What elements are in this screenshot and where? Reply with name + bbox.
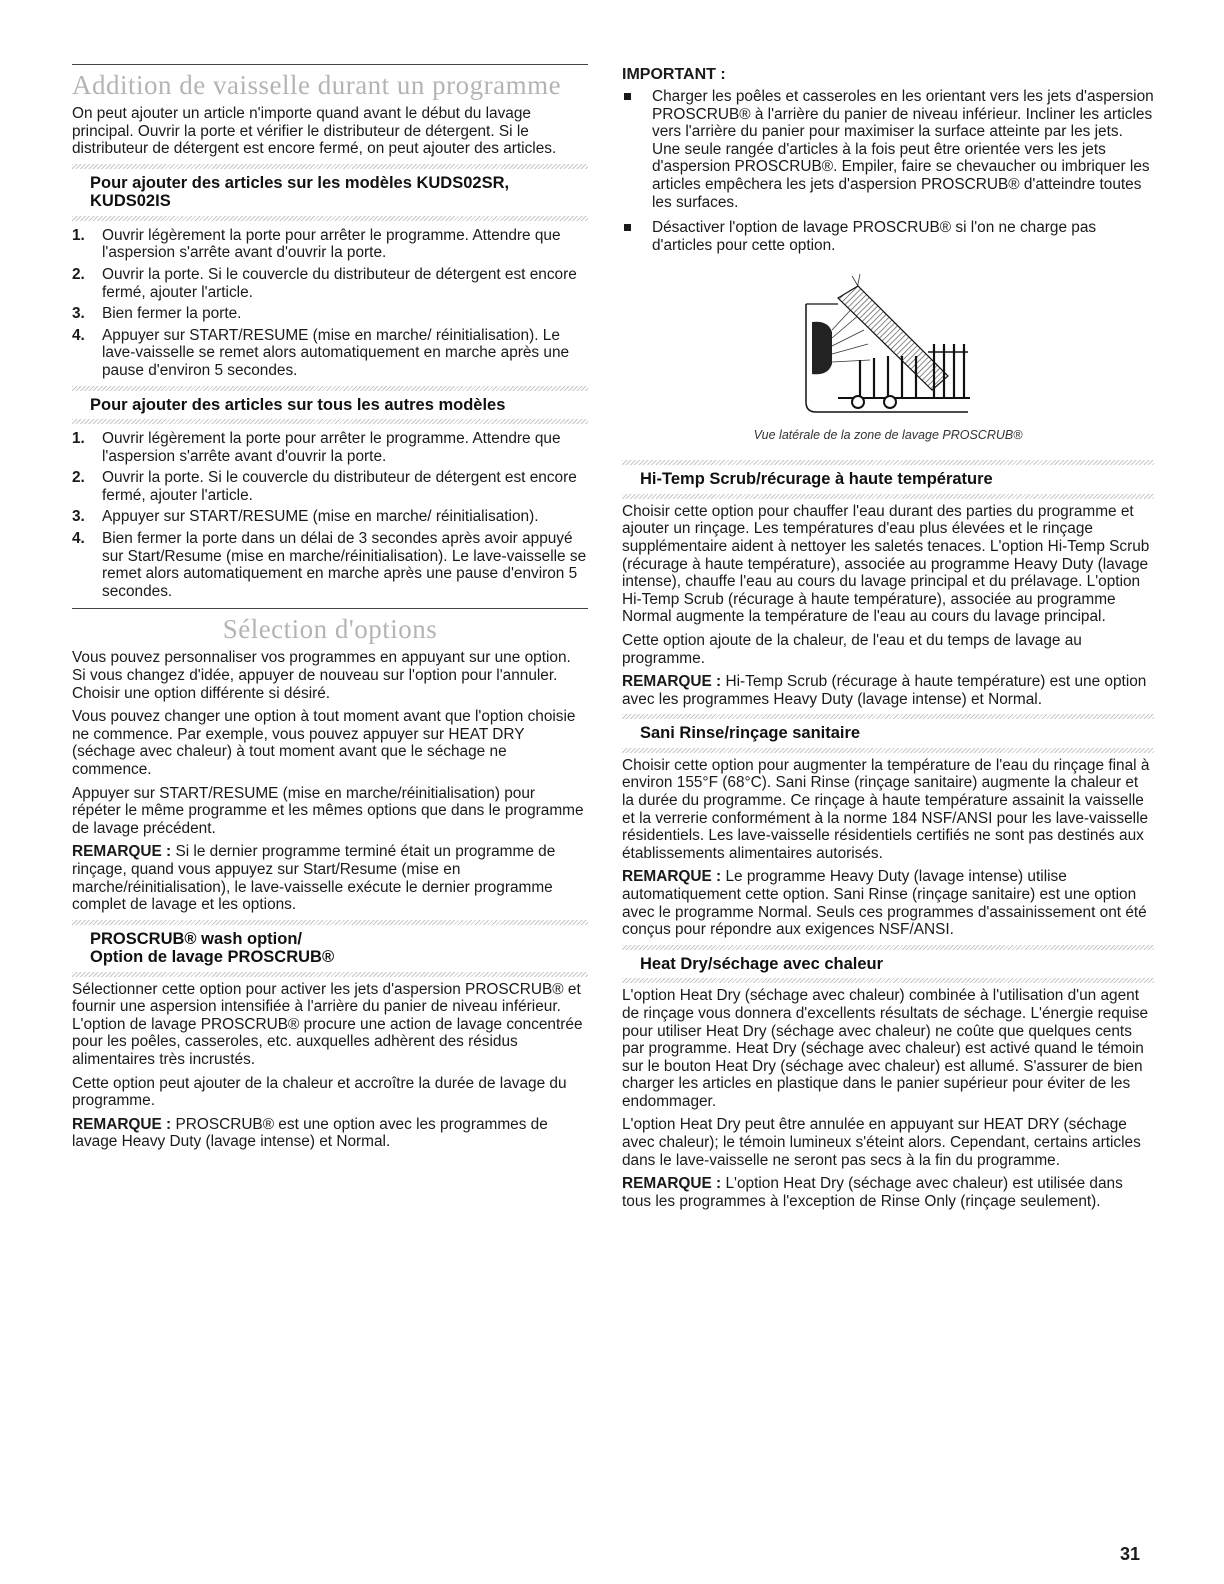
subsection-proscrub [72, 920, 588, 977]
proscrub-paragraph-1: Sélectionner cette option pour activer les jets d'aspersion PROSCRUB® et fournir une aspersion intensifiée à l'arrière du panier de niveau inférieur. L'option de lavage PROSCRUB® procure une action de lavage concentrée pour les poêles, casseroles, etc. auxquelles adhèrent des résidus alimentaires très incrustés. [72, 980, 583, 1069]
list-item: 4. Appuyer sur START/RESUME (mise en marche/ réinitialisation). Le lave-vaisselle se remet alors automatiquement en marche après une pause d'environ 5 secondes. [72, 326, 570, 379]
subsection-sani [622, 714, 1154, 753]
addition-intro: On peut ajouter un article n'importe quand avant le début du lavage principal. Ouvrir la porte et vérifier le distributeur de détergent. Si le distributeur de détergent est encore fermé, on peut ajouter des articles. [72, 105, 557, 158]
heatdry-paragraph-1: L'option Heat Dry (séchage avec chaleur) combinée à l'utilisation d'un agent de rinçage vous donnera d'excellents résultats de séchage. L'énergie requise pour utiliser Heat Dry (séchage avec chaleur) ne coûte que quelques cents par programme. Heat Dry (séchage avec chaleur) est activé quand le témoin sur le bouton Heat Dry (séchage avec chaleur) est allumé. S'assurer de bien charger les articles en plastique dans le panier supérieur pour éviter de les endommager. [622, 987, 1149, 1110]
proscrub-heading-line1: PROSCRUB® wash option/ [90, 929, 302, 948]
heatdry-note: REMARQUE : L'option Heat Dry (séchage avec chaleur) est utilisée dans tous les programmes à l'exception de Rinse Only (rinçage seulement). [622, 1175, 1123, 1210]
options-note: REMARQUE : Si le dernier programme terminé était un programme de rinçage, quand vous appuyez sur Start/Resume (mise en marche/réinitialisation), le lave-vaisselle exécute le dernier programme complet de lavage et les options. [72, 843, 556, 914]
list-item: Charger les poêles et casseroles en les orientant vers les jets d'aspersion PROSCRUB® à l'arrière du panier de niveau inférieur. Incliner les articles vers l'arrière du panier pour maximiser la surface atteinte par les jets. Une seule rangée d'articles à la fois peut être orientée vers les jets d'aspersion PROSCRUB®. Empiler, faire se chevaucher ou imbriquer les articles empêchera les jets d'aspersion PROSCRUB® d'atteindre toutes les surfaces. [622, 88, 1154, 211]
hatch-divider [622, 748, 1154, 753]
list-item: 4. Bien fermer la porte dans un délai de 3 secondes après avoir appuyé sur Start/Resume (mise en marche/réinitialisation). Le lave-vaisselle se remet alors automatiquement en marche après une pause d'environ 5 secondes. [72, 530, 587, 600]
hatch-divider [72, 386, 588, 391]
subsection-hitemp [622, 460, 1154, 499]
hatch-divider [622, 978, 1154, 983]
list-item: 2. Ouvrir la porte. Si le couvercle du distributeur de détergent est encore fermé, ajouter l'article. [72, 265, 577, 301]
hitemp-paragraph-2: Cette option ajoute de la chaleur, de l'eau et du temps de lavage au programme. [622, 632, 1082, 667]
hatch-divider [72, 164, 588, 169]
proscrub-note: REMARQUE : PROSCRUB® est une option avec les programmes de lavage Heavy Duty (lavage intense) et Normal. [72, 1115, 548, 1151]
hatch-divider [622, 945, 1154, 950]
steps-other-models [72, 430, 588, 600]
proscrub-paragraph-2: Cette option peut ajouter de la chaleur et accroître la durée de lavage du programme. [72, 1074, 567, 1110]
subsection-heading-other-models: Pour ajouter des articles sur tous les autres modèles [90, 395, 506, 414]
hatch-divider [72, 972, 588, 977]
options-paragraph-3: Appuyer sur START/RESUME (mise en marche/réinitialisation) pour répéter le même programme et les mêmes options que dans le programme de lavage précédent. [72, 784, 584, 837]
hitemp-note: REMARQUE : Hi-Temp Scrub (récurage à haute température) est une option avec les programmes Heavy Duty (lavage intense) et Normal. [622, 673, 1147, 708]
proscrub-heading-line2: Option de lavage PROSCRUB® [90, 948, 335, 967]
subsection-other-models [72, 386, 588, 425]
proscrub-side-view-illustration [798, 272, 978, 422]
sani-note: REMARQUE : Le programme Heavy Duty (lavage intense) utilise automatiquement cette option. Sani Rinse (rinçage sanitaire) est une option avec le programme Normal. Seuls ces programmes d'assainissement ont été conçus pour répondre aux exigences NSF/ANSI. [622, 868, 1147, 939]
list-item: 3. Bien fermer la porte. [72, 305, 242, 323]
square-bullet-icon [624, 224, 631, 231]
hitemp-heading: Hi-Temp Scrub/récurage à haute température [640, 470, 993, 489]
hatch-divider [622, 460, 1154, 465]
section-rule [72, 608, 588, 609]
sani-heading: Sani Rinse/rinçage sanitaire [640, 724, 861, 743]
options-paragraph-1: Vous pouvez personnaliser vos programmes en appuyant sur une option. Si vous changez d'idée, appuyer de nouveau sur l'option pour l'annuler. Choisir une option différente si désiré. [72, 649, 571, 702]
subsection-kuds02 [72, 164, 588, 221]
left-column [72, 64, 588, 1157]
hatch-divider [622, 494, 1154, 499]
list-item: Désactiver l'option de lavage PROSCRUB® si l'on ne charge pas d'articles pour cette option. [622, 219, 1154, 254]
list-item: 1. Ouvrir légèrement la porte pour arrêter le programme. Attendre que l'aspersion s'arrête avant d'ouvrir la porte. [72, 430, 561, 465]
list-item: 1. Ouvrir légèrement la porte pour arrêter le programme. Attendre que l'aspersion s'arrête avant d'ouvrir la porte. [72, 226, 561, 262]
subsection-heading-kuds02: Pour ajouter des articles sur les modèles KUDS02SR, KUDS02IS [90, 173, 510, 211]
important-label: IMPORTANT : [622, 66, 726, 83]
hatch-divider [622, 714, 1154, 719]
page-number: 31 [1120, 1544, 1141, 1564]
subsection-heatdry [622, 945, 1154, 984]
steps-kuds02 [72, 227, 588, 380]
section-rule [72, 64, 588, 65]
heatdry-paragraph-2: L'option Heat Dry peut être annulée en appuyant sur HEAT DRY (séchage avec chaleur); le témoin lumineux s'éteint alors. Cependant, certains articles dans le lave-vaisselle ne seront pas secs à la fin du programme. [622, 1116, 1141, 1169]
heatdry-heading: Heat Dry/séchage avec chaleur [640, 954, 884, 973]
list-item: 2. Ouvrir la porte. Si le couvercle du distributeur de détergent est encore fermé, ajouter l'article. [72, 469, 577, 504]
sani-paragraph-1: Choisir cette option pour augmenter la température de l'eau du rinçage final à environ 155°F (68°C). Sani Rinse (rinçage sanitaire) augmente la chaleur et la durée du programme. Ce rinçage à haute température assainit la vaisselle et la verrerie conformément à la norme 184 NSF/ANSI pour les lave-vaisselle résidentiels. Les lave-vaisselle résidentiels certifiés ne sont pas destinés aux établissements alimentaires autorisés. [622, 756, 1150, 862]
options-paragraph-2: Vous pouvez changer une option à tout moment avant que l'option choisie ne commence. Par exemple, vous pouvez appuyer sur HEAT DRY (séchage avec chaleur) à tout moment avant que le séchage ne commence. [72, 708, 576, 778]
hitemp-paragraph-1: Choisir cette option pour chauffer l'eau durant des parties du programme et ajouter un rinçage. Les températures d'eau plus élevées et le rinçage supplémentaire aident à nettoyer les saletés tenaces. L'option Hi-Temp Scrub (récurage à haute température), associée au programme Heavy Duty (lavage intense), chauffe l'eau au cours du lavage principal et du prélavage. L'option Hi-Temp Scrub (récurage à haute température), associée au programme Normal augmente la température de l'eau au cours du lavage principal. [622, 502, 1150, 626]
right-column [622, 66, 1154, 1216]
hatch-divider [72, 216, 588, 221]
figure-caption: Vue latérale de la zone de lavage PROSCRUB® [753, 428, 1023, 443]
section-title-addition: Addition de vaisselle durant un programme [72, 70, 562, 100]
square-bullet-icon [624, 93, 631, 100]
hatch-divider [72, 419, 588, 424]
hatch-divider [72, 920, 588, 925]
list-item: 3. Appuyer sur START/RESUME (mise en marche/ réinitialisation). [72, 508, 539, 526]
important-list [622, 88, 1154, 254]
section-title-options: Sélection d'options [222, 614, 438, 645]
